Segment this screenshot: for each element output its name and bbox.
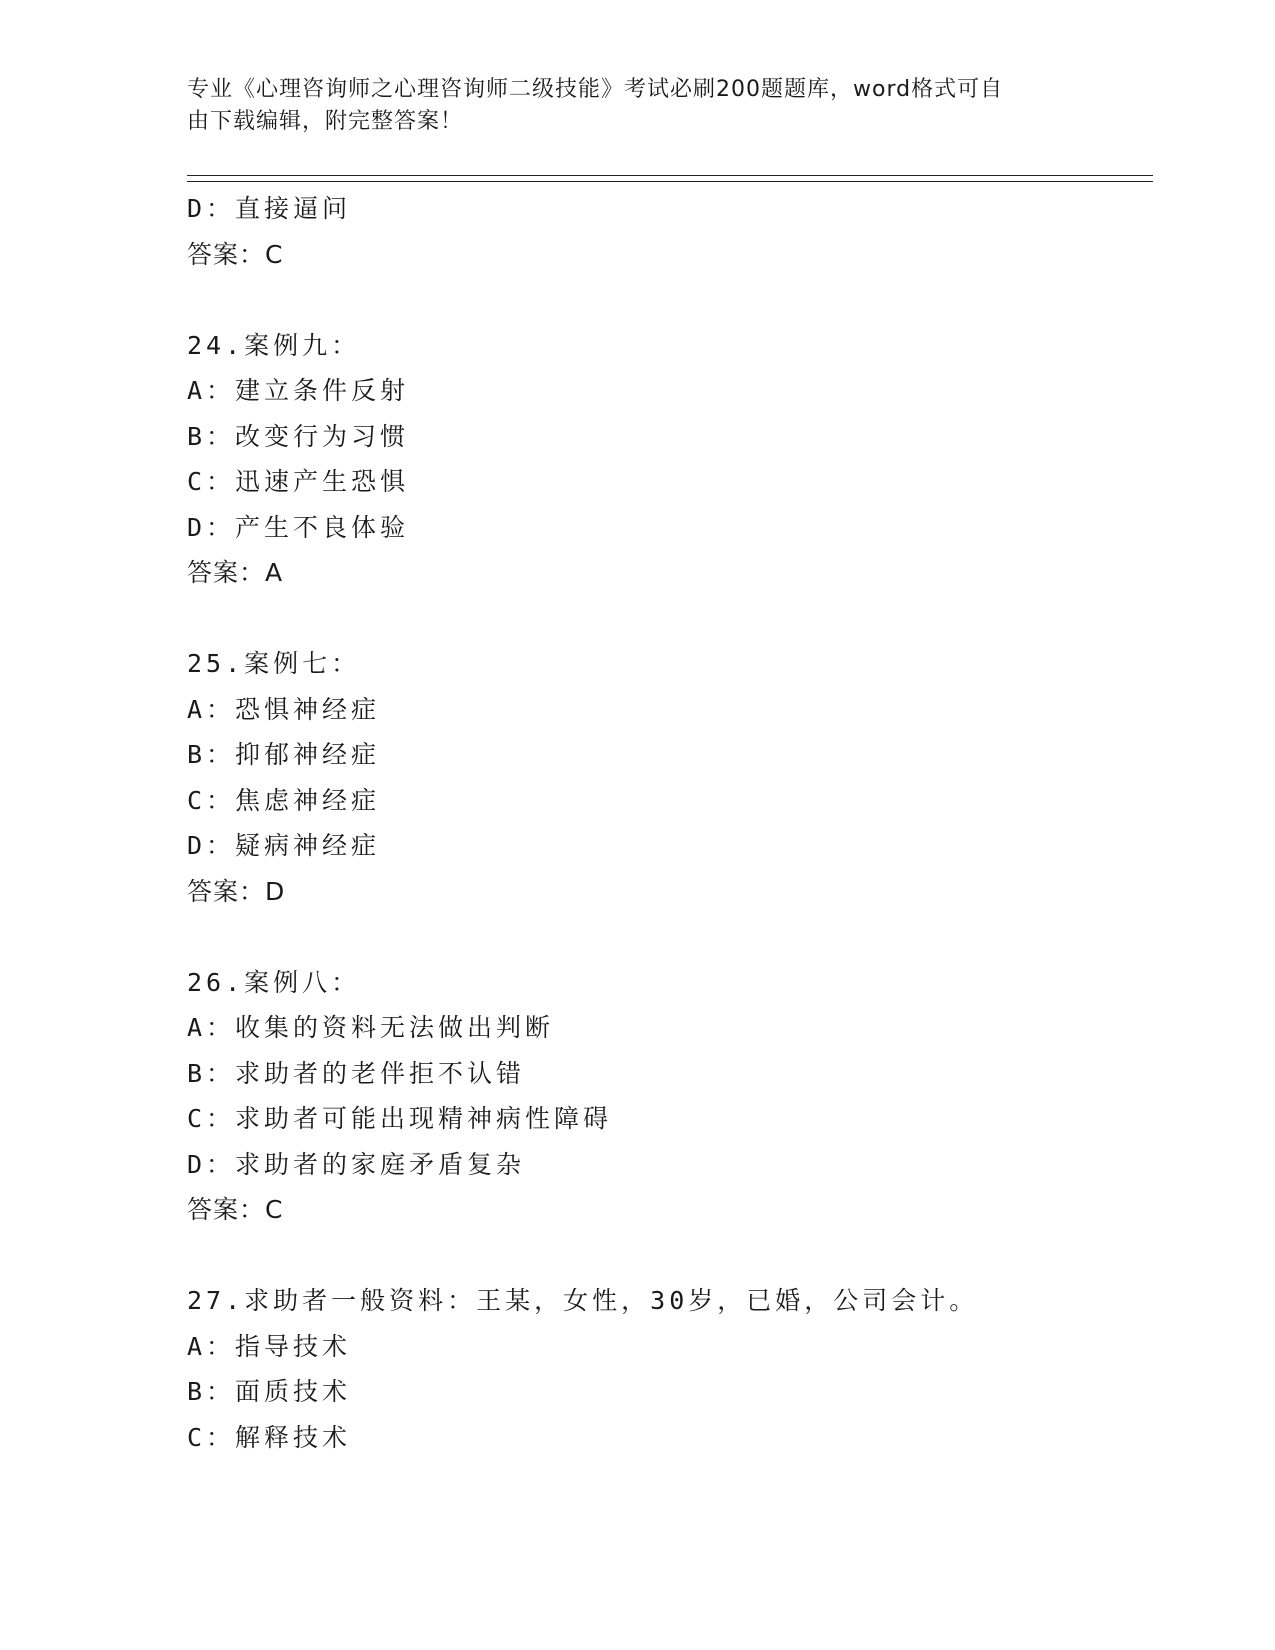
question-24: [187, 323, 1147, 596]
question-stem: 24.案例九：: [187, 330, 361, 360]
question-27: [187, 1278, 1147, 1460]
spacer: [187, 914, 1147, 960]
option-c: C：焦虑神经症: [187, 785, 381, 815]
option-c: C：解释技术: [187, 1422, 352, 1452]
option-d: D：产生不良体验: [187, 512, 410, 542]
question-26: [187, 960, 1147, 1233]
option-b: B：改变行为习惯: [187, 421, 410, 451]
question-stem: 26.案例八：: [187, 967, 361, 997]
answer-line: 答案：C: [187, 1195, 284, 1224]
option-b: B：面质技术: [187, 1377, 352, 1406]
option-b: B：抑郁神经症: [187, 740, 381, 769]
document-header: [187, 74, 1067, 138]
question-list: [187, 186, 1147, 1460]
answer-line: 答案：C: [187, 239, 284, 269]
spacer: [187, 596, 1147, 642]
option-a: A：收集的资料无法做出判断: [187, 1013, 555, 1042]
header-divider-top: [187, 175, 1153, 176]
option-c: C：求助者可能出现精神病性障碍: [187, 1104, 613, 1133]
option-c: C：迅速产生恐惧: [187, 467, 410, 496]
option-d: D：直接逼问: [187, 194, 352, 223]
option-d: D：求助者的家庭矛盾复杂: [187, 1149, 526, 1179]
question-23-tail: [187, 186, 1147, 277]
spacer: [187, 1233, 1147, 1279]
header-line-2: 由下载编辑，附完整答案！: [187, 109, 464, 134]
question-25: [187, 641, 1147, 914]
option-a: A：指导技术: [187, 1331, 352, 1361]
option-d: D：疑病神经症: [187, 831, 381, 860]
question-stem: 25.案例七：: [187, 649, 361, 678]
option-b: B：求助者的老伴拒不认错: [187, 1058, 526, 1088]
header-line-1: 专业《心理咨询师之心理咨询师二级技能》考试必刷200题题库，word格式可自: [187, 77, 1004, 102]
answer-line: 答案：D: [187, 876, 286, 906]
option-a: A：恐惧神经症: [187, 694, 381, 724]
option-a: A：建立条件反射: [187, 376, 410, 405]
header-divider-bottom: [187, 181, 1153, 182]
question-stem: 27.求助者一般资料：王某，女性，30岁，已婚，公司会计。: [187, 1286, 979, 1315]
answer-line: 答案：A: [187, 558, 284, 587]
spacer: [187, 277, 1147, 323]
